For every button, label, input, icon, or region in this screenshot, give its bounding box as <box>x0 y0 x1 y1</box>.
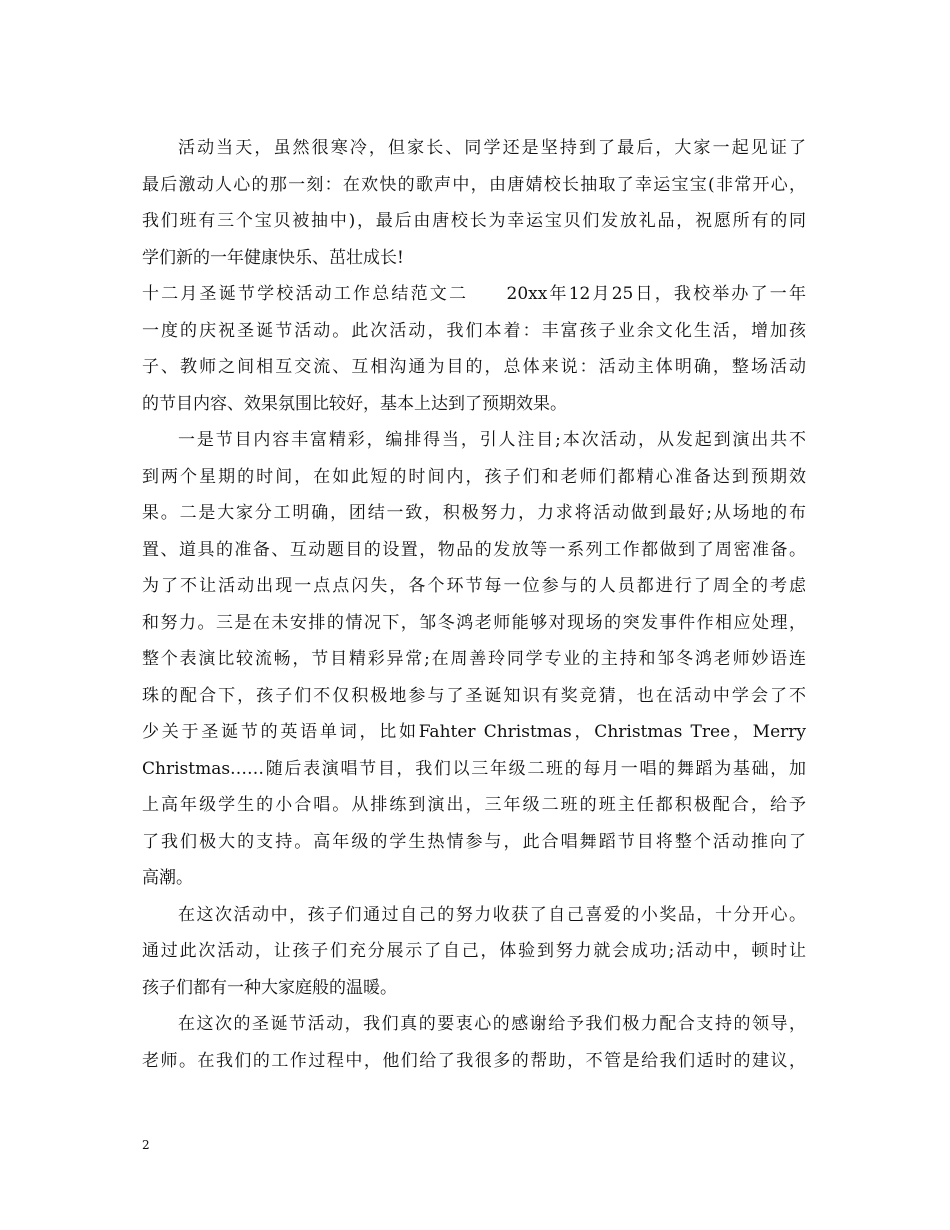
text-line: 的节目内容、效果氛围比较好，基本上达到了预期效果。 <box>142 393 567 414</box>
text-line: 置、道具的准备、互动题目的设置，物品的发放等一系列工作都做到了周密准备。 <box>142 539 806 560</box>
text-line: 高潮。 <box>142 868 193 888</box>
body-text <box>142 130 806 1079</box>
text-line: 我们班有三个宝贝被抽中)，最后由唐校长为幸运宝贝们发放礼品，祝愿所有的同 <box>142 211 806 231</box>
text-line: 学们新的一年健康快乐、茁壮成长! <box>142 247 404 268</box>
text-line: 孩子们都有一种大家庭般的温暖。 <box>142 977 397 998</box>
text-line: Christmas……随后表演唱节目，我们以三年级二班的每月一唱的舞蹈为基础，加 <box>142 758 806 779</box>
text-line: 子、教师之间相互交流、互相沟通为目的，总体来说：活动主体明确，整场活动 <box>142 357 806 377</box>
text-line: 老师。在我们的工作过程中，他们给了我很多的帮助，不管是给我们适时的建议， <box>142 1050 806 1071</box>
text-line: 珠的配合下，孩子们不仅积极地参与了圣诞知识有奖竞猜，也在活动中学会了不 <box>142 685 806 706</box>
text-line: 和努力。三是在未安排的情况下，邹冬鸿老师能够对现场的突发事件作相应处理， <box>142 612 806 633</box>
text-line: 十二月圣诞节学校活动工作总结范文二 20xx年12月25日，我校举办了一年 <box>142 284 806 304</box>
text-line: 到两个星期的时间，在如此短的时间内，孩子们和老师们都精心准备达到预期效 <box>142 466 806 487</box>
text-line: 上高年级学生的小合唱。从排练到演出，三年级二班的班主任都积极配合，给予 <box>142 795 806 815</box>
text-line: 了我们极大的支持。高年级的学生热情参与，此合唱舞蹈节目将整个活动推向了 <box>142 831 806 852</box>
text-line: 最后激动人心的那一刻：在欢快的歌声中，由唐婧校长抽取了幸运宝宝(非常开心， <box>142 174 806 195</box>
text-line: 整个表演比较流畅，节目精彩异常;在周善玲同学专业的主持和邹冬鸿老师妙语连 <box>142 649 806 669</box>
text-line: 少关于圣诞节的英语单词，比如Fahter Christmas，Christmas Tree，Merry <box>142 722 806 742</box>
text-line: 一度的庆祝圣诞节活动。此次活动，我们本着：丰富孩子业余文化生活，增加孩 <box>142 320 806 341</box>
text-line: 为了不让活动出现一点点闪失，各个环节每一位参与的人员都进行了周全的考虑 <box>142 576 806 596</box>
text-line: 活动当天，虽然很寒冷，但家长、同学还是坚持到了最后，大家一起见证了 <box>178 138 806 158</box>
text-line: 果。二是大家分工明确，团结一致，积极努力，力求将活动做到最好;从场地的布 <box>142 503 806 523</box>
page-number: 2 <box>142 1138 150 1152</box>
text-line: 在这次活动中，孩子们通过自己的努力收获了自己喜爱的小奖品，十分开心。 <box>178 904 806 925</box>
text-line: 一是节目内容丰富精彩，编排得当，引人注目;本次活动，从发起到演出共不 <box>178 430 806 450</box>
text-line: 在这次的圣诞节活动，我们真的要衷心的感谢给予我们极力配合支持的领导， <box>178 1014 806 1034</box>
text-line: 通过此次活动，让孩子们充分展示了自己，体验到努力就会成功;活动中，顿时让 <box>142 941 806 961</box>
